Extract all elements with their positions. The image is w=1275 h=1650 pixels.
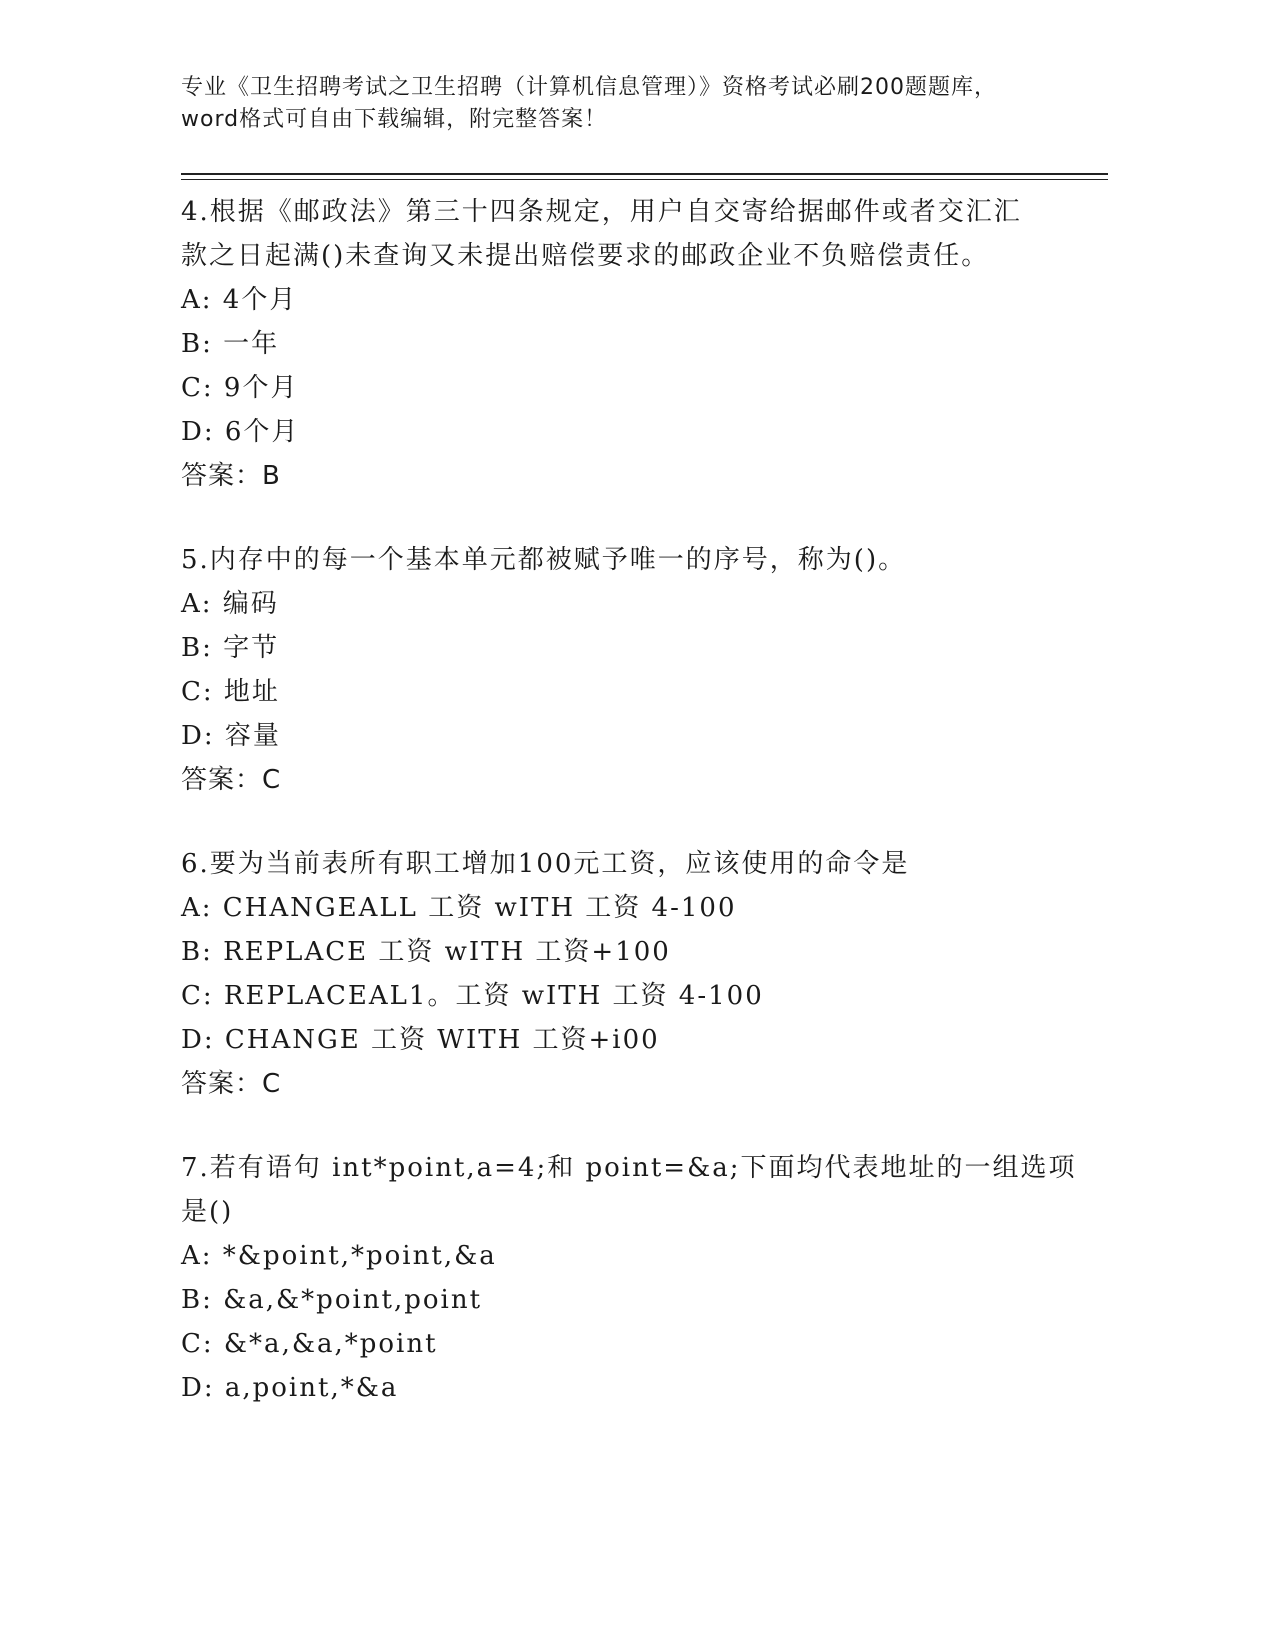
question-7 [181, 1146, 1081, 1410]
option-d: D: 6个月 [181, 417, 300, 447]
option-a: A: *&point,*point,&a [181, 1241, 497, 1271]
header-divider-thin [181, 179, 1108, 180]
question-5 [181, 538, 1081, 802]
option-d: D: a,point,*&a [181, 1373, 399, 1403]
document-header [181, 72, 1111, 136]
question-list [181, 190, 1081, 1450]
option-c: C: &*a,&a,*point [181, 1329, 438, 1359]
option-b: B: 一年 [181, 329, 280, 359]
question-text-line-1: 4.根据《邮政法》第三十四条规定，用户自交寄给据邮件或者交汇汇 [181, 197, 1022, 227]
option-a: A: CHANGEALL 工资 wITH 工资 4-100 [181, 893, 737, 923]
answer-line: 答案：B [181, 461, 281, 491]
option-d: D: 容量 [181, 721, 281, 751]
option-b: B: &a,&*point,point [181, 1285, 483, 1315]
question-text-line-2: 是() [181, 1197, 234, 1227]
option-b: B: 字节 [181, 633, 280, 663]
question-text-line-1: 6.要为当前表所有职工增加100元工资，应该使用的命令是 [181, 849, 910, 879]
question-text-line-1: 7.若有语句 int*point,a=4;和 point=&a;下面均代表地址的一组选项 [181, 1153, 1077, 1183]
header-title-line-2: word格式可自由下载编辑，附完整答案！ [181, 107, 608, 132]
option-a: A: 4个月 [181, 285, 298, 315]
option-d: D: CHANGE 工资 WITH 工资+i00 [181, 1025, 660, 1055]
option-b: B: REPLACE 工资 wITH 工资+100 [181, 937, 671, 967]
question-text-line-1: 5.内存中的每一个基本单元都被赋予唯一的序号，称为()。 [181, 545, 907, 575]
question-6 [181, 842, 1081, 1106]
question-4 [181, 190, 1081, 498]
option-c: C: 9个月 [181, 373, 299, 403]
option-c: C: REPLACEAL1。工资 wITH 工资 4-100 [181, 981, 764, 1011]
answer-line: 答案：C [181, 1069, 282, 1099]
option-a: A: 编码 [181, 589, 279, 619]
option-c: C: 地址 [181, 677, 280, 707]
header-divider-thick [181, 173, 1108, 175]
question-text-line-2: 款之日起满()未查询又未提出赔偿要求的邮政企业不负赔偿责任。 [181, 241, 990, 271]
answer-line: 答案：C [181, 765, 282, 795]
header-title-line-1: 专业《卫生招聘考试之卫生招聘（计算机信息管理）》资格考试必刷200题题库， [181, 75, 997, 100]
